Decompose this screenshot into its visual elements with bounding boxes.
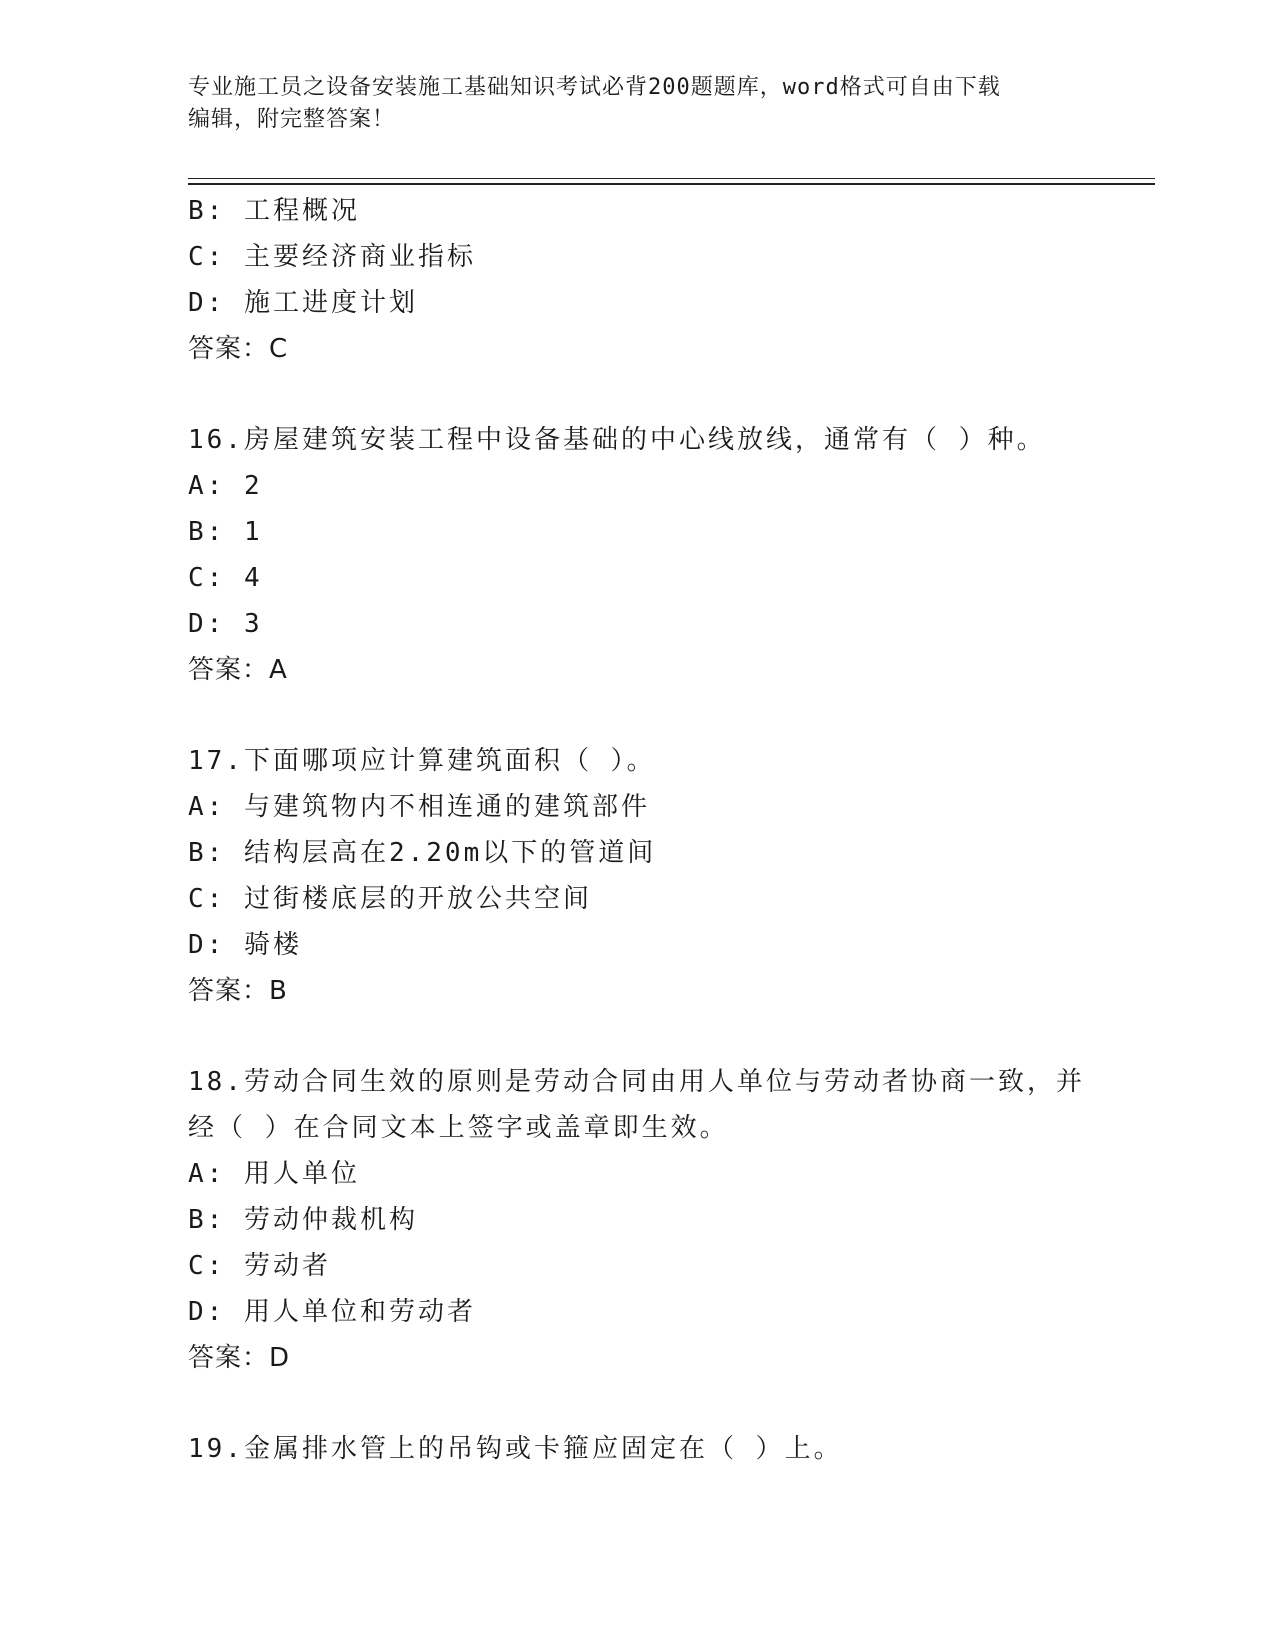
option-d: D: 施工进度计划 [188, 288, 418, 318]
option-d: D: 用人单位和劳动者 [188, 1297, 476, 1327]
answer: 答案：A [188, 655, 288, 685]
question-18-text-line-1: 18.劳动合同生效的原则是劳动合同由用人单位与劳动者协商一致，并 [188, 1067, 1085, 1097]
header-divider-thin [188, 178, 1155, 179]
option-b: B: 工程概况 [188, 196, 360, 226]
option-c: C: 过街楼底层的开放公共空间 [188, 884, 592, 914]
option-a: A: 2 [188, 471, 263, 501]
question-18-text-line-2: 经（ ）在合同文本上签字或盖章即生效。 [188, 1113, 729, 1143]
option-d: D: 骑楼 [188, 930, 302, 960]
option-b: B: 劳动仲裁机构 [188, 1205, 418, 1235]
option-a: A: 与建筑物内不相连通的建筑部件 [188, 792, 650, 822]
document-header [188, 72, 1088, 136]
header-line-1: 专业施工员之设备安装施工基础知识考试必背200题题库，word格式可自由下载 [188, 75, 1001, 100]
header-line-2: 编辑，附完整答案！ [188, 107, 396, 132]
option-b: B: 结构层高在2.20m以下的管道间 [188, 838, 657, 868]
option-c: C: 4 [188, 563, 263, 593]
question-17-text: 17.下面哪项应计算建筑面积（ ）。 [188, 746, 656, 776]
option-c: C: 劳动者 [188, 1251, 331, 1281]
question-19-text: 19.金属排水管上的吊钩或卡箍应固定在（ ）上。 [188, 1434, 843, 1464]
option-b: B: 1 [188, 517, 263, 547]
option-d: D: 3 [188, 609, 263, 639]
header-divider-thick [188, 183, 1155, 185]
option-a: A: 用人单位 [188, 1159, 360, 1189]
answer: 答案：D [188, 1343, 291, 1373]
option-c: C: 主要经济商业指标 [188, 242, 476, 272]
question-list [188, 188, 1088, 1472]
question-16-text: 16.房屋建筑安装工程中设备基础的中心线放线，通常有（ ）种。 [188, 425, 1046, 455]
answer: 答案：C [188, 334, 289, 364]
answer: 答案：B [188, 976, 288, 1006]
